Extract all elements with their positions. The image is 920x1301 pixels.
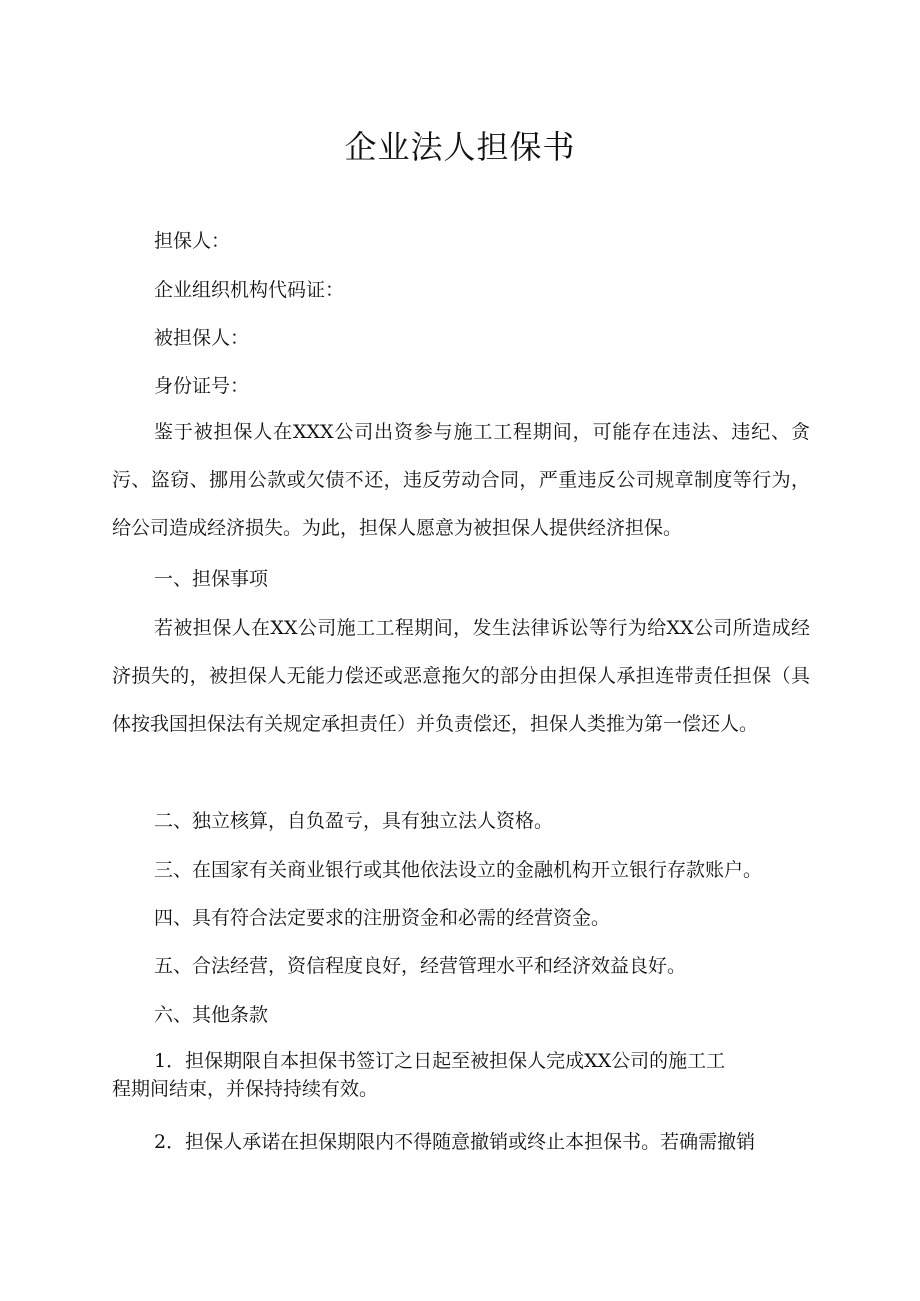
field-org-code: 企业组织机构代码证：: [154, 279, 345, 301]
clause-2: 2．担保人承诺在担保期限内不得随意撤销或终止本担保书。若确需撤销: [154, 1131, 756, 1153]
clause-1: [112, 1047, 810, 1103]
field-guarantor: 担保人：: [154, 230, 231, 252]
section-6-heading: 六、其他条款: [154, 1004, 269, 1026]
clause-1-line-2: 程期间结束，并保持持续有效。: [112, 1078, 379, 1100]
clause-1-line-1: 1．担保期限自本担保书签订之日起至被担保人完成XX公司的施工工: [154, 1050, 726, 1072]
document-title: 企业法人担保书: [344, 128, 576, 166]
section-3: 三、在国家有关商业银行或其他依法设立的金融机构开立银行存款账户。: [154, 859, 763, 881]
section-1-body: 若被担保人在XX公司施工工程期间，发生法律诉讼等行为给XX公司所造成经济损失的，被担保人无能力偿还或恶意拖欠的部分由担保人承担连带责任担保（具体按我国担保法有关规定承担责任）并负责偿还，担保人类推为第一偿还人。: [112, 617, 810, 735]
field-id-number: 身份证号：: [154, 375, 250, 397]
intro-paragraph: 鉴于被担保人在XXX公司出资参与施工工程期间，可能存在违法、违纪、贪污、盗窃、挪用公款或欠债不还，违反劳动合同，严重违反公司规章制度等行为，给公司造成经济损失。为此，担保人愿意为被担保人提供经济担保。: [112, 421, 810, 539]
section-5: 五、合法经营，资信程度良好，经营管理水平和经济效益良好。: [154, 955, 687, 977]
section-2: 二、独立核算，自负盈亏，具有独立法人资格。: [154, 810, 554, 832]
section-4: 四、具有符合法定要求的注册资金和必需的经营资金。: [154, 907, 611, 929]
field-guaranteed: 被担保人：: [154, 327, 250, 349]
section-1-heading: 一、担保事项: [154, 568, 269, 590]
